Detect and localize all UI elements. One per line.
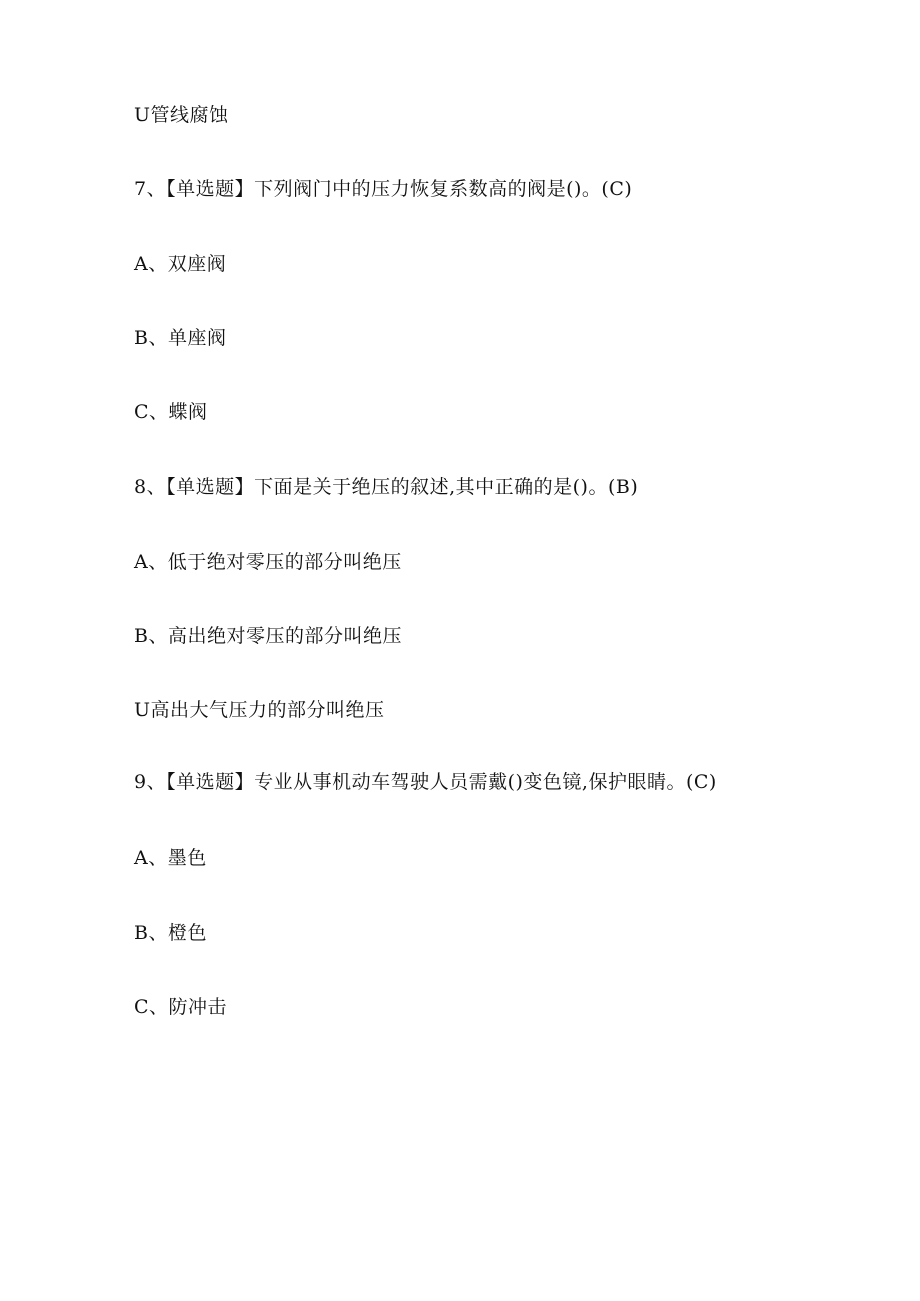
question-9: 9、【单选题】专业从事机动车驾驶人员需戴()变色镜,保护眼睛。(C)	[134, 771, 717, 793]
question-8: 8、【单选题】下面是关于绝压的叙述,其中正确的是()。(B)	[134, 476, 639, 498]
option-line: B、单座阀	[134, 327, 227, 349]
option-line: A、双座阀	[134, 253, 227, 275]
option-line: U管线腐蚀	[134, 104, 229, 126]
question-7: 7、【单选题】下列阀门中的压力恢复系数高的阀是()。(C)	[134, 178, 633, 200]
option-line: U高出大气压力的部分叫绝压	[134, 699, 385, 721]
option-line: A、低于绝对零压的部分叫绝压	[134, 551, 402, 573]
option-line: A、墨色	[134, 847, 207, 869]
option-line: C、蝶阀	[134, 401, 208, 423]
option-line: B、橙色	[134, 922, 207, 944]
option-line: C、防冲击	[134, 996, 228, 1018]
option-line: B、高出绝对零压的部分叫绝压	[134, 625, 402, 647]
